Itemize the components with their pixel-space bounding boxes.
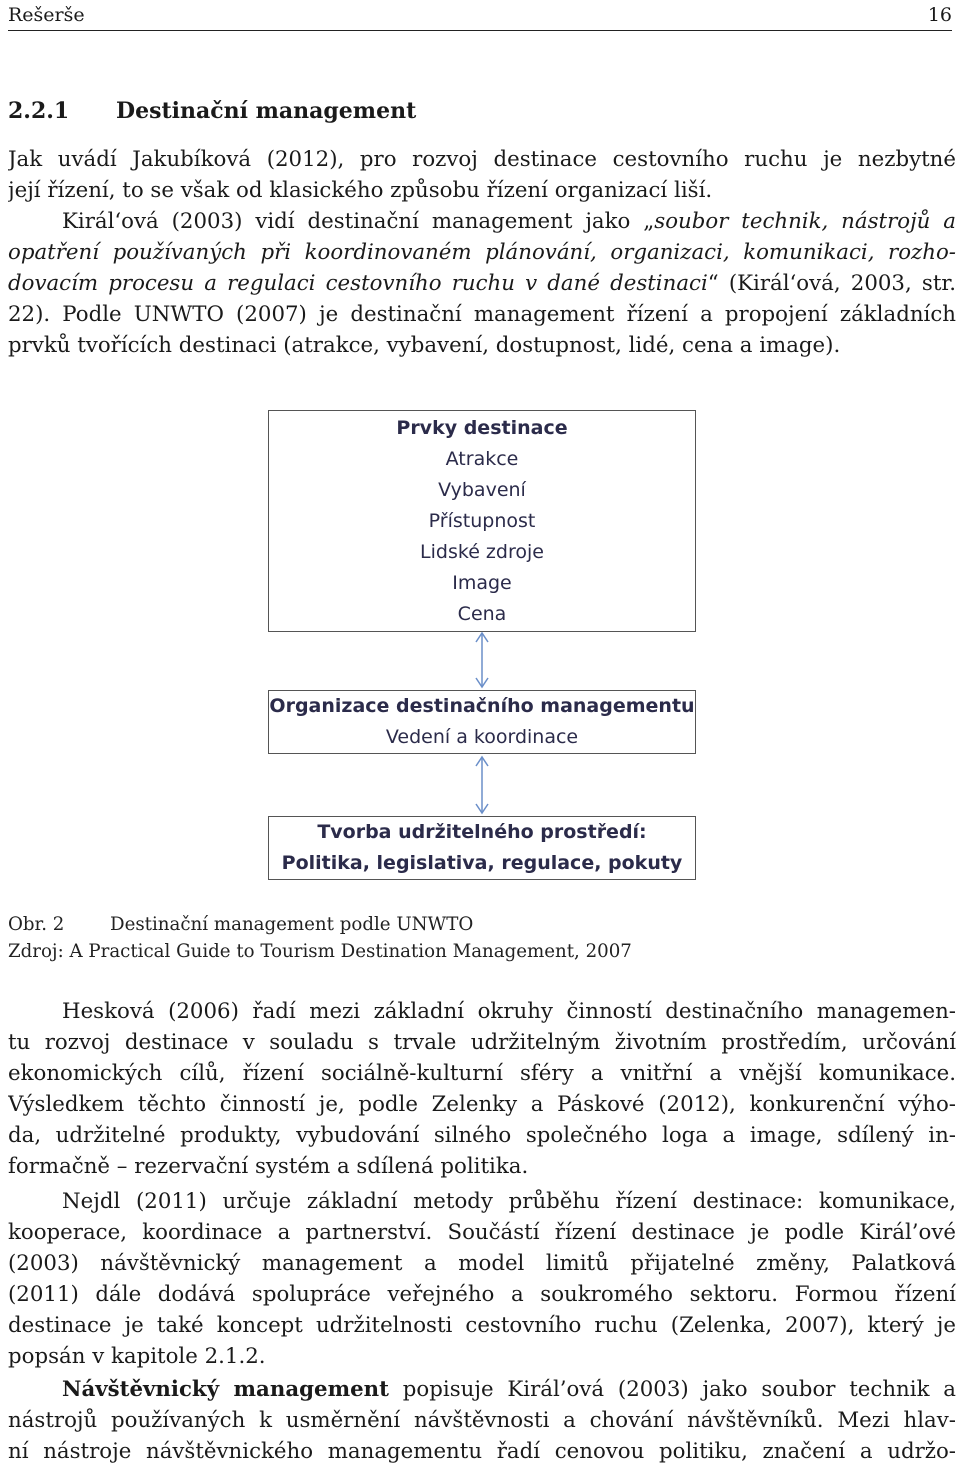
text-line: popsán v kapitole 2.1.2. [8,1344,266,1369]
text-span: popisuje Királ’ová (2003) jako soubor technik a [388,1377,956,1402]
box-item: Přístupnost [428,510,536,532]
text-line: ekonomických cílů, řízení sociálně-kulturní sféry a vnitřní a vnější komunikace. [8,1061,956,1086]
text-line: formačně – rezervační systém a sdílená politika. [8,1154,529,1179]
box-item: Image [452,572,512,594]
box-heading: Organizace destinačního managementu [269,695,695,717]
paragraph-heskova [8,996,956,1182]
text-line: její řízení, to se však od klasického způsobu řízení organizací liší. [8,178,713,203]
text-line: prvků tvořících destinaci (atrakce, vybavení, dostupnost, lidé, cena a image). [8,333,841,358]
figure-source: Zdroj: A Practical Guide to Tourism Destination Management, 2007 [8,941,632,962]
text-line [8,268,956,299]
section-title: Destinační management [116,98,417,124]
header-chapter: Rešerše [8,4,85,26]
paragraph-nejdl [8,1186,956,1372]
text-line [8,996,956,1027]
text-line: ní nástroje návštěvnického managementu řadí cenovou politiku, značení a udržo- [8,1439,956,1464]
box-heading: Prvky destinace [396,417,568,439]
text-span: Nejdl (2011) určuje základní metody průběhu řízení destinace: komunikace, [62,1189,956,1214]
box-item: Cena [457,603,507,625]
page-header [8,0,952,31]
text-span: Hesková (2006) řadí mezi základní okruhy činností destinačního managemen- [62,999,956,1024]
text-line: 22). Podle UNWTO (2007) je destinační management řízení a propojení základních [8,302,956,327]
text-line [8,237,956,268]
text-line [8,1186,956,1217]
box-item: Lidské zdroje [420,541,544,563]
double-arrow-icon [472,630,492,690]
text-line [8,1374,956,1405]
text-span: Királ‘ová (2003) vidí destinační management jako „ [62,209,655,234]
text-line: Výsledkem těchto činností je, podle Zelenky a Páskové (2012), konkurenční výho- [8,1092,956,1117]
figure-caption [8,914,473,935]
box-heading: Politika, legislativa, regulace, pokuty [281,852,683,874]
text-line: Jak uvádí Jakubíková (2012), pro rozvoj destinace cestovního ruchu je nezbytné [8,147,956,172]
paragraph-definition [8,206,956,361]
diagram-box-organization [268,690,696,754]
paragraph-visitor-management [8,1374,956,1467]
box-heading: Tvorba udržitelného prostředí: [317,821,647,843]
text-line: kooperace, koordinace a partnerství. Součástí řízení destinace je podle Királ’ové [8,1220,956,1245]
text-line: destinace je také koncept udržitelnosti cestovního ruchu (Zelenka, 2007), který je [8,1313,956,1338]
page-number: 16 [927,4,952,26]
quote-text: dovacím procesu a regulaci cestovního ruchu v dané destinaci [8,271,708,296]
diagram-box-destination-elements [268,410,696,632]
quote-text: soubor technik, nástrojů a [654,209,956,234]
box-item: Vedení a koordinace [385,726,579,748]
box-item: Vybavení [438,479,526,501]
section-number: 2.2.1 [8,98,70,124]
double-arrow-icon [472,754,492,816]
paragraph-intro [8,144,956,206]
text-line [8,206,956,237]
quote-text: opatření používaných při koordinovaném plánování, organizaci, komunikaci, rozho- [8,240,956,265]
figure-title: Destinační management podle UNWTO [110,914,474,935]
term-bold: Návštěvnický management [62,1377,389,1402]
text-line: nástrojů používaných k usměrnění návštěvnosti a chování návštěvníků. Mezi hlav- [8,1408,956,1433]
section-heading [8,98,416,124]
diagram-box-sustainability [268,816,696,880]
box-item: Atrakce [445,448,519,470]
text-span: “ (Királ‘ová, 2003, str. [707,271,956,296]
figure-label: Obr. 2 [8,914,65,935]
text-line: (2003) návštěvnický management a model limitů přijatelné změny, Palatková [8,1251,956,1276]
text-line: (2011) dále dodává spolupráce veřejného a soukromého sektoru. Formou řízení [8,1282,956,1307]
text-line: tu rozvoj destinace v souladu s trvale udržitelným životním prostředím, určování [8,1030,956,1055]
text-line: da, udržitelné produkty, vybudování silného společného loga a image, sdílený in- [8,1123,956,1148]
